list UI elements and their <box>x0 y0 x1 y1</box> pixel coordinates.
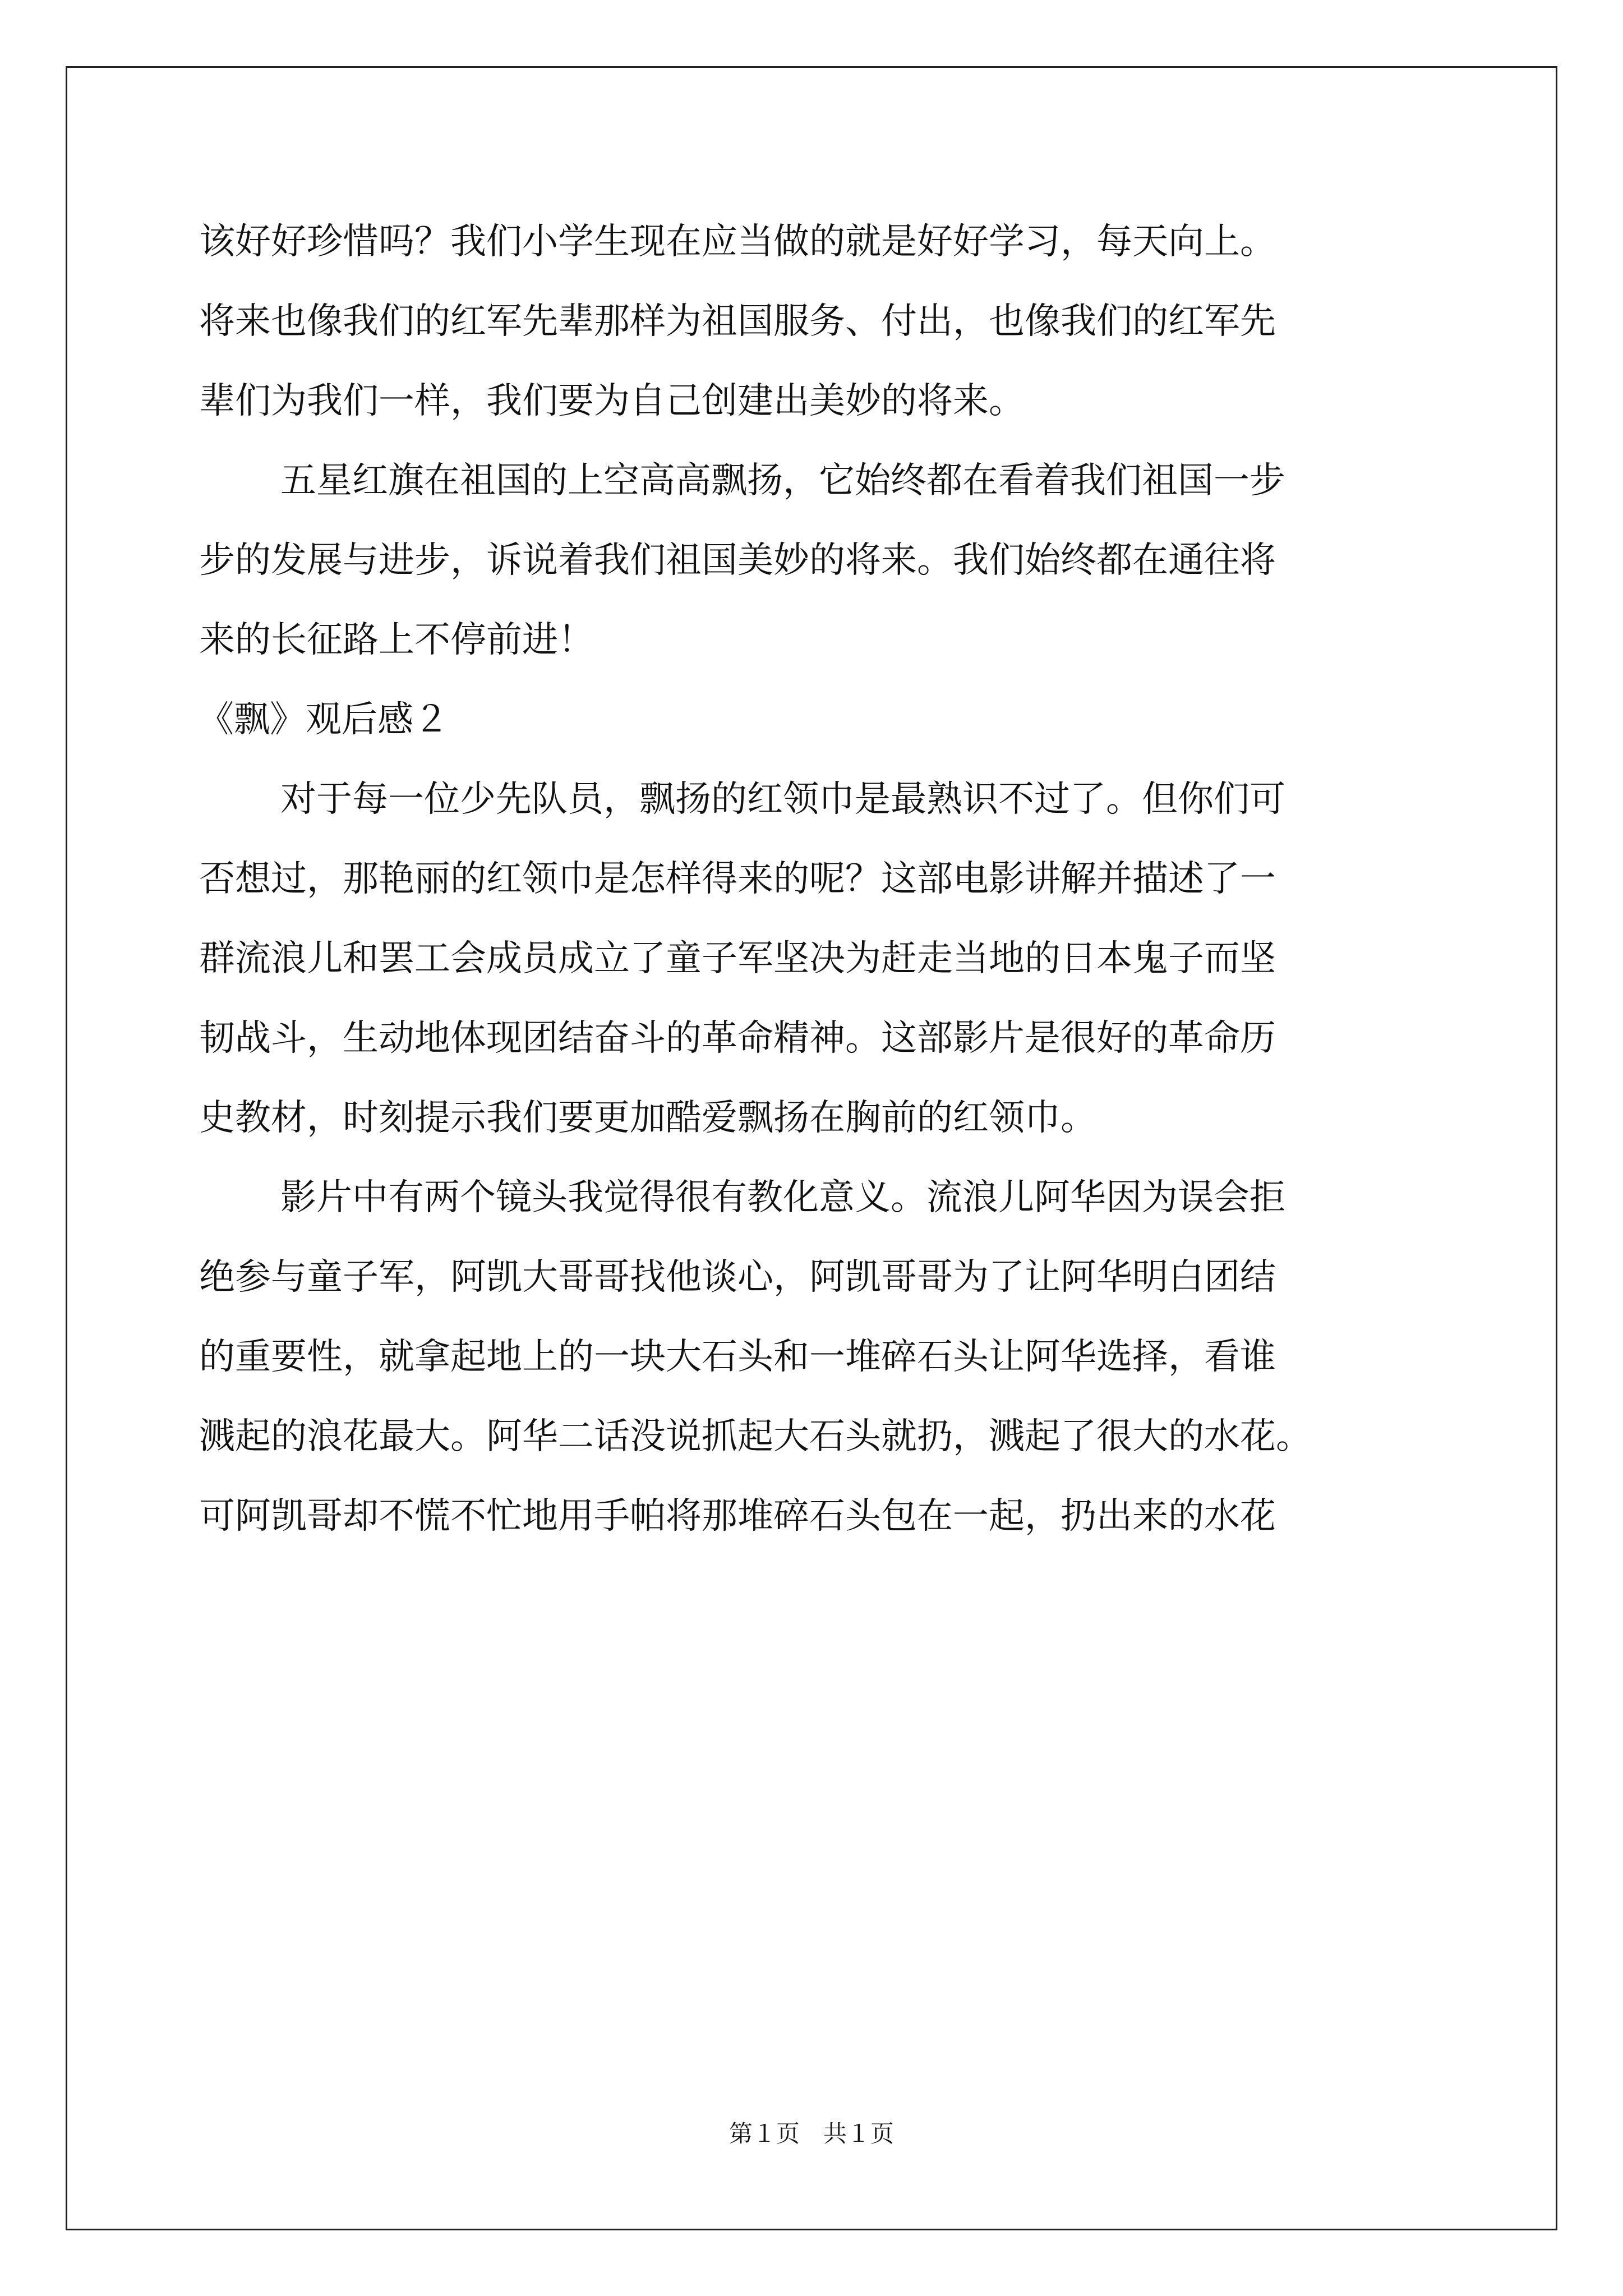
text-line: 将来也像我们的红军先辈那样为祖国服务、付出，也像我们的红军先 <box>199 301 1276 342</box>
paragraph-first-line: 对于每一位少先队员，飘扬的红领巾是最熟识不过了。但你们可 <box>280 779 1285 820</box>
text-line: 步的发展与进步，诉说着我们祖国美妙的将来。我们始终都在通往将 <box>199 540 1276 581</box>
text-line: 群流浪儿和罢工会成员成立了童子军坚决为赶走当地的日本鬼子而坚 <box>199 938 1276 979</box>
text-line: 溅起的浪花最大。阿华二话没说抓起大石头就扔，溅起了很大的水花。 <box>199 1416 1312 1457</box>
text-line: 可阿凯哥却不慌不忙地用手帕将那堆碎石头包在一起，扔出来的水花 <box>199 1496 1276 1537</box>
text-line: 韧战斗，生动地体现团结奋斗的革命精神。这部影片是很好的革命历 <box>199 1018 1276 1059</box>
text-line: 辈们为我们一样，我们要为自己创建出美妙的将来。 <box>199 380 1025 422</box>
text-line: 的重要性，就拿起地上的一块大石头和一堆碎石头让阿华选择，看谁 <box>199 1336 1276 1378</box>
paragraph-first-line: 五星红旗在祖国的上空高高飘扬，它始终都在看着我们祖国一步 <box>280 460 1285 501</box>
text-line: 来的长征路上不停前进！ <box>199 619 594 661</box>
page-footer: 第１页 共１页 <box>728 2120 894 2147</box>
paragraph-first-line: 影片中有两个镜头我觉得很有教化意义。流浪儿阿华因为误会拒 <box>280 1177 1285 1218</box>
text-line: 绝参与童子军，阿凯大哥哥找他谈心，阿凯哥哥为了让阿华明白团结 <box>199 1257 1276 1298</box>
text-line: 史教材，时刻提示我们要更加酷爱飘扬在胸前的红领巾。 <box>199 1097 1096 1139</box>
section-heading: 《飘》观后感２ <box>198 699 449 740</box>
document-body <box>199 202 1458 1556</box>
text-line: 否想过，那艳丽的红领巾是怎样得来的呢？这部电影讲解并描述了一 <box>199 858 1276 900</box>
text-line: 该好好珍惜吗？我们小学生现在应当做的就是好好学习，每天向上。 <box>199 221 1276 263</box>
